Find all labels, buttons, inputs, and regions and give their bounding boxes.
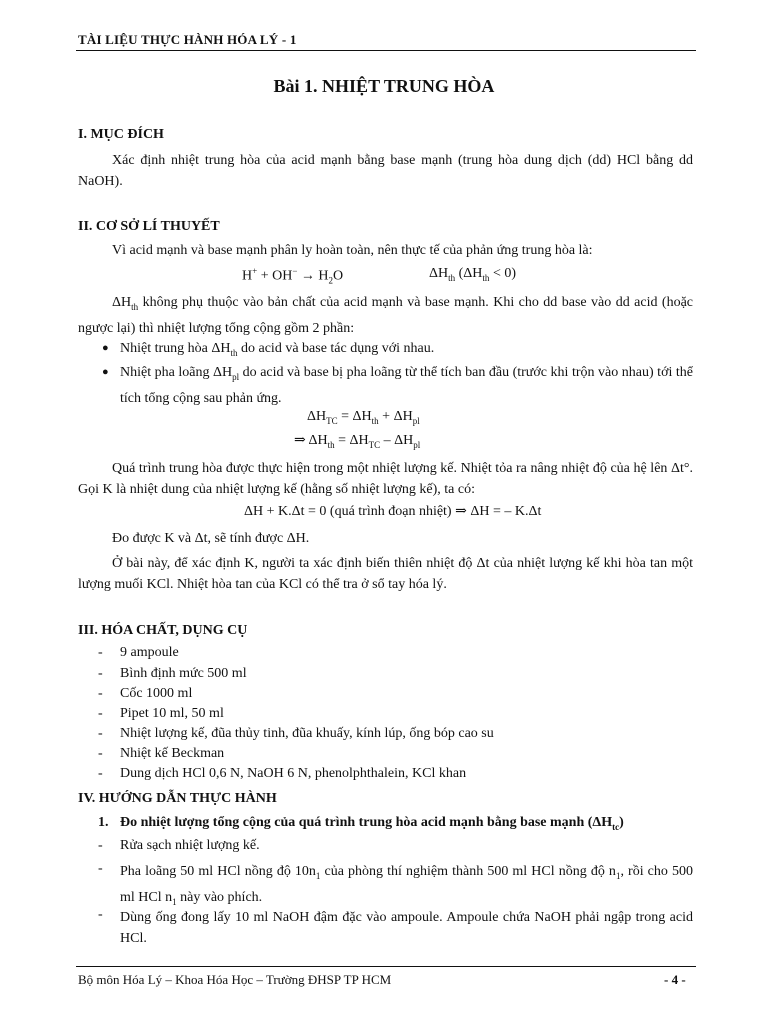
- neutralization-heat-equation: ⇒ $\Delta H_{th} = \Delta H_{TC} - \Delta H_{pl}$: [294, 433, 421, 450]
- subsection-number: 1.: [98, 815, 109, 830]
- list-item: Bình định mức 500 ml: [120, 666, 247, 681]
- section-heading-co-so: II. CƠ SỞ LÍ THUYẾT: [78, 219, 220, 234]
- list-dash: -: [98, 907, 103, 922]
- footer-rule: [76, 966, 696, 967]
- adiabatic-equation: ΔH + K.Δt = 0 (quá trình đoạn nhiệt) ⇒ ΔH = – K.Δt: [244, 504, 542, 519]
- list-dash: -: [98, 706, 103, 721]
- list-item: Nhiệt kế Beckman: [120, 746, 225, 761]
- section-heading-muc-dich: I. MỤC ĐÍCH: [78, 127, 164, 142]
- bullet-marker: ●: [102, 366, 109, 378]
- list-dash: -: [98, 766, 103, 781]
- procedure-step: Pha loãng 50 ml HCl nồng độ $10n_1$ của phòng thí nghiệm thành 500 ml HCl nồng độ $n_1$, rồi cho 500 ml HCl $n_1$ này vào phích.: [120, 864, 694, 907]
- list-item: Nhiệt lượng kế, đũa thủy tinh, đũa khuấy, kính lúp, ống bóp cao su: [120, 726, 494, 741]
- subsection-heading: Đo nhiệt lượng tổng cộng của quá trình trung hòa acid mạnh bằng base mạnh $(\Delta H_{tc})$: [120, 815, 624, 832]
- list-dash: -: [98, 645, 103, 660]
- list-dash: -: [98, 686, 103, 701]
- bullet-marker: ●: [102, 342, 109, 354]
- theory-paragraph-4: Đo được K và Δt, sẽ tính được ΔH.: [112, 531, 310, 546]
- page-header: TÀI LIỆU THỰC HÀNH HÓA LÝ - 1: [78, 32, 297, 47]
- procedure-step: Dùng ống đong lấy 10 ml NaOH đậm đặc vào ampoule. Ampoule chứa NaOH phải ngập trong acid HCl.: [120, 910, 693, 946]
- list-dash: -: [98, 726, 103, 741]
- list-item: Dung dịch HCl 0,6 N, NaOH 6 N, phenolphthalein, KCl khan: [120, 766, 467, 781]
- theory-paragraph-2: $\Delta H_{th}$ không phụ thuộc vào bản chất của acid mạnh và base mạnh. Khi cho dd base vào dd acid (hoặc ngược lại) thì nhiệt lượng tổng cộng gồm 2 phần:: [78, 295, 693, 336]
- list-dash: -: [98, 666, 103, 681]
- list-dash: -: [98, 838, 103, 853]
- enthalpy-sign-note: $\Delta H_{th}$ $(\Delta H_{th} < 0)$: [429, 266, 516, 283]
- list-item: Pipet 10 ml, 50 ml: [120, 706, 224, 721]
- theory-paragraph-3: Quá trình trung hòa được thực hiện trong một nhiệt lượng kế. Nhiệt tỏa ra nâng nhiệt độ của hệ lên Δt°. Gọi K là nhiệt dung của nhiệt lượng kế (hằng số nhiệt lượng kế), ta có:: [78, 461, 693, 497]
- theory-intro: Vì acid mạnh và base mạnh phân ly hoàn toàn, nên thực tế của phản ứng trung hòa là:: [112, 243, 593, 258]
- list-item: 9 ampoule: [120, 645, 179, 660]
- header-rule: [76, 50, 696, 51]
- section-heading-hoa-chat: III. HÓA CHẤT, DỤNG CỤ: [78, 623, 248, 638]
- theory-paragraph-5: Ở bài này, để xác định K, người ta xác định biến thiên nhiệt độ Δt của nhiệt lượng kế khi hòa tan một lượng muối KCl. Nhiệt hòa tan của KCl có thể tra ở sổ tay hóa lý.: [78, 556, 693, 592]
- footer-department: Bộ môn Hóa Lý – Khoa Hóa Học – Trường ĐHSP TP HCM: [78, 972, 392, 987]
- bullet-neutralization-heat: Nhiệt trung hòa $\Delta H_{th}$ do acid và base tác dụng với nhau.: [120, 341, 435, 358]
- list-dash: -: [98, 746, 103, 761]
- total-heat-equation: $\Delta H_{TC} = \Delta H_{th} + \Delta H_{pl}$: [307, 409, 420, 426]
- section-heading-huong-dan: IV. HƯỚNG DẪN THỰC HÀNH: [78, 791, 277, 806]
- list-item: Cốc 1000 ml: [120, 686, 193, 701]
- list-dash: -: [98, 861, 103, 876]
- bullet-dilution-heat: Nhiệt pha loãng $\Delta H_{pl}$ do acid và base bị pha loãng từ thể tích ban đầu (trước khi trộn vào nhau) tới thể tích tổng cộng sau phản ứng.: [120, 365, 693, 406]
- procedure-step: Rửa sạch nhiệt lượng kế.: [120, 838, 260, 853]
- section-body-muc-dich: Xác định nhiệt trung hòa của acid mạnh bằng base mạnh (trung hòa dung dịch (dd) HCl bằng dd NaOH).: [78, 153, 693, 189]
- page-number: - 4 -: [664, 972, 686, 987]
- page-title: Bài 1. NHIỆT TRUNG HÒA: [273, 76, 495, 96]
- reaction-equation: $H^+ + OH^- \to H_2O$: [242, 266, 344, 286]
